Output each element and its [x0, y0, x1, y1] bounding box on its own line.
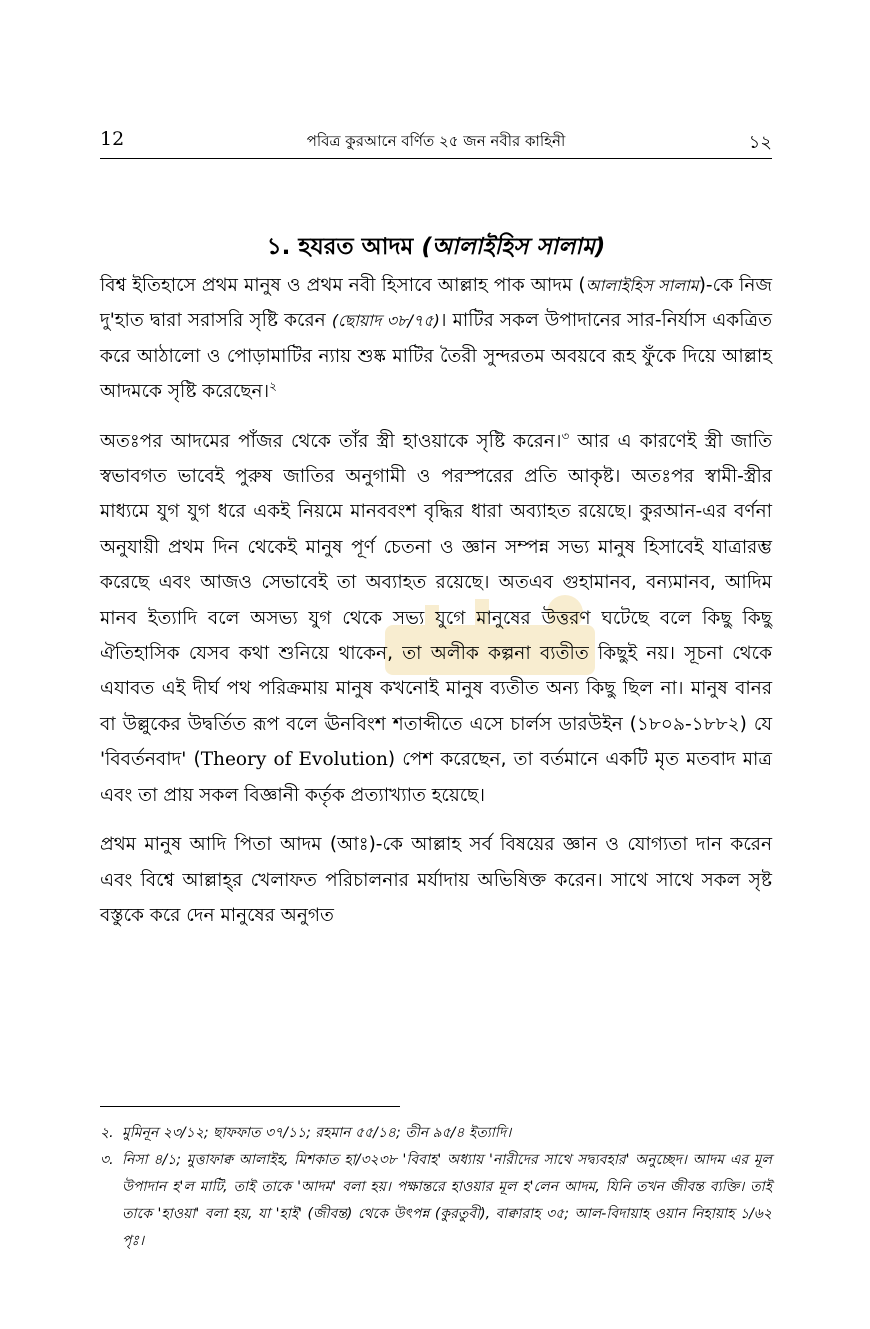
footnote-ref-3: ৩	[561, 428, 570, 443]
chapter-title: ১. হযরত আদম	[266, 234, 422, 260]
paragraph-1	[100, 268, 772, 410]
footnote-divider	[100, 1106, 400, 1107]
footnotes	[100, 1120, 772, 1255]
footnote-text: মুমিনূন ২৩/১২; ছাফফাত ৩৭/১১; রহমান ৫৫/১৪; তীন ৯৫/৪ ইত্যাদি।	[122, 1125, 512, 1141]
p2-text-c: ) পেশ করেছেন, তা বর্তমানে একটি মৃত মতবাদ মাত্র এবং তা প্রায় সকল বিজ্ঞানী কর্তৃক প্রত্যাখ্যাত হয়েছে।	[100, 749, 772, 806]
p2-text-a: অতঃপর আদমের পাঁজর থেকে তাঁর স্ত্রী হাওয়াকে সৃষ্টি করেন।	[100, 430, 562, 452]
footnote-mark: ৩.	[100, 1152, 114, 1168]
p1-text-b: )-কে নিজ দু'হাত দ্বারা সরাসরি সৃষ্টি করেন	[100, 275, 772, 332]
p2-english-term: Theory of Evolution	[200, 749, 388, 771]
footnote-mark: ২.	[100, 1125, 114, 1141]
footnote-3	[100, 1147, 772, 1255]
p2-text-b: আর এ কারণেই স্ত্রী জাতি স্বভাবগত ভাবেই পুরুষ জাতির অনুগামী ও পরস্পরের প্রতি আকৃষ্ট। অতঃপর স্বামী-স্ত্রীর মাধ্যমে যুগ যুগ ধরে একই নিয়মে মানববংশ বৃদ্ধির ধারা অব্যাহত রয়েছে। কুরআন-এর বর্ণনা অনুযায়ী প্রথম দিন থেকেই মানুষ পূর্ণ চেতনা ও জ্ঞান সম্পন্ন সভ্য মানুষ হিসাবেই যাত্রারম্ভ করেছে এবং আজও সেভাবেই তা অব্যাহত রয়েছে। অতএব গুহামানব, বন্যমানব, আদিম মানব ইত্যাদি বলে অসভ্য যুগ থেকে সভ্য যুগে মানুষের উত্তরণ ঘটেছে বলে কিছু কিছু ঐতিহাসিক যেসব কথা শুনিয়ে থাকেন, তা অলীক কল্পনা ব্যতীত কিছুই নয়। সূচনা থেকে এযাবত এই দীর্ঘ পথ পরিক্রমায় মানুষ কখনোই মানুষ ব্যতীত অন্য কিছু ছিল না। মানুষ বানর বা উল্লুকের উদ্বর্তিত রূপ বলে ঊনবিংশ শতাব্দীতে এসে চার্লস ডারউইন (১৮০৯-১৮৮২) যে 'বিবর্তনবাদ' (	[100, 430, 772, 771]
p1-honorific: আলাইহিস সালাম	[585, 276, 699, 295]
p1-text-a: বিশ্ব ইতিহাসে প্রথম মানুষ ও প্রথম নবী হিসাবে আল্লাহ পাক আদম (	[100, 275, 586, 296]
running-header	[100, 128, 772, 154]
p1-text-c: । মাটির সকল উপাদানের সার-নির্যাস একত্রিত করে আঠালো ও পোড়ামাটির ন্যায় শুষ্ক মাটির তৈরী সুন্দরতম অবয়বে রূহ ফুঁকে দিয়ে আল্লাহ আদমকে সৃষ্টি করেছেন।	[100, 310, 772, 403]
running-title: পবিত্র কুরআনে বর্ণিত ২৫ জন নবীর কাহিনী	[306, 132, 566, 150]
chapter-title-honorific: (আলাইহিস সালাম)	[421, 234, 606, 260]
chapter-heading	[100, 228, 772, 267]
main-text	[100, 268, 772, 947]
paragraph-2	[100, 424, 772, 813]
footnote-2	[100, 1120, 772, 1147]
p1-citation: (ছোয়াদ ৩৮/৭৫)	[331, 311, 440, 331]
paragraph-3: প্রথম মানুষ আদি পিতা আদম (আঃ)-কে আল্লাহ সর্ব বিষয়ের জ্ঞান ও যোগ্যতা দান করেন এবং বিশ্বে আল্লাহ্‌র খেলাফত পরিচালনার মর্যাদায় অভিষিক্ত করেন। সাথে সাথে সকল সৃষ্ট বস্তুকে করে দেন মানুষের অনুগত	[100, 834, 772, 926]
footnote-ref-2: ২	[269, 379, 277, 394]
header-divider	[100, 158, 772, 159]
footnote-text: নিসা ৪/১; মুত্তাফাক্ব আলাইহ, মিশকাত হা/৩২৩৮ 'বিবাহ' অধ্যায় 'নারীদের সাথে সদ্ব্যবহার' অনুচ্ছেদ। আদম এর মূল উপাদান হ'ল মাটি, তাই তাকে 'আদম' বলা হয়। পক্ষান্তরে হাওয়ার মূল হ'লেন আদম, যিনি তখন জীবন্ত ব্যক্তি। তাই তাকে 'হাওয়া' বলা হয়, যা 'হাই' (জীবন্ত) থেকে উৎপন্ন (কুরতুবী), বাক্বারাহ ৩৫; আল-বিদায়াহ ওয়ান নিহায়াহ ১/৬২ পৃঃ।	[122, 1152, 772, 1249]
page-number-right: ১২	[748, 132, 772, 153]
page-number-left: 12	[100, 128, 125, 150]
